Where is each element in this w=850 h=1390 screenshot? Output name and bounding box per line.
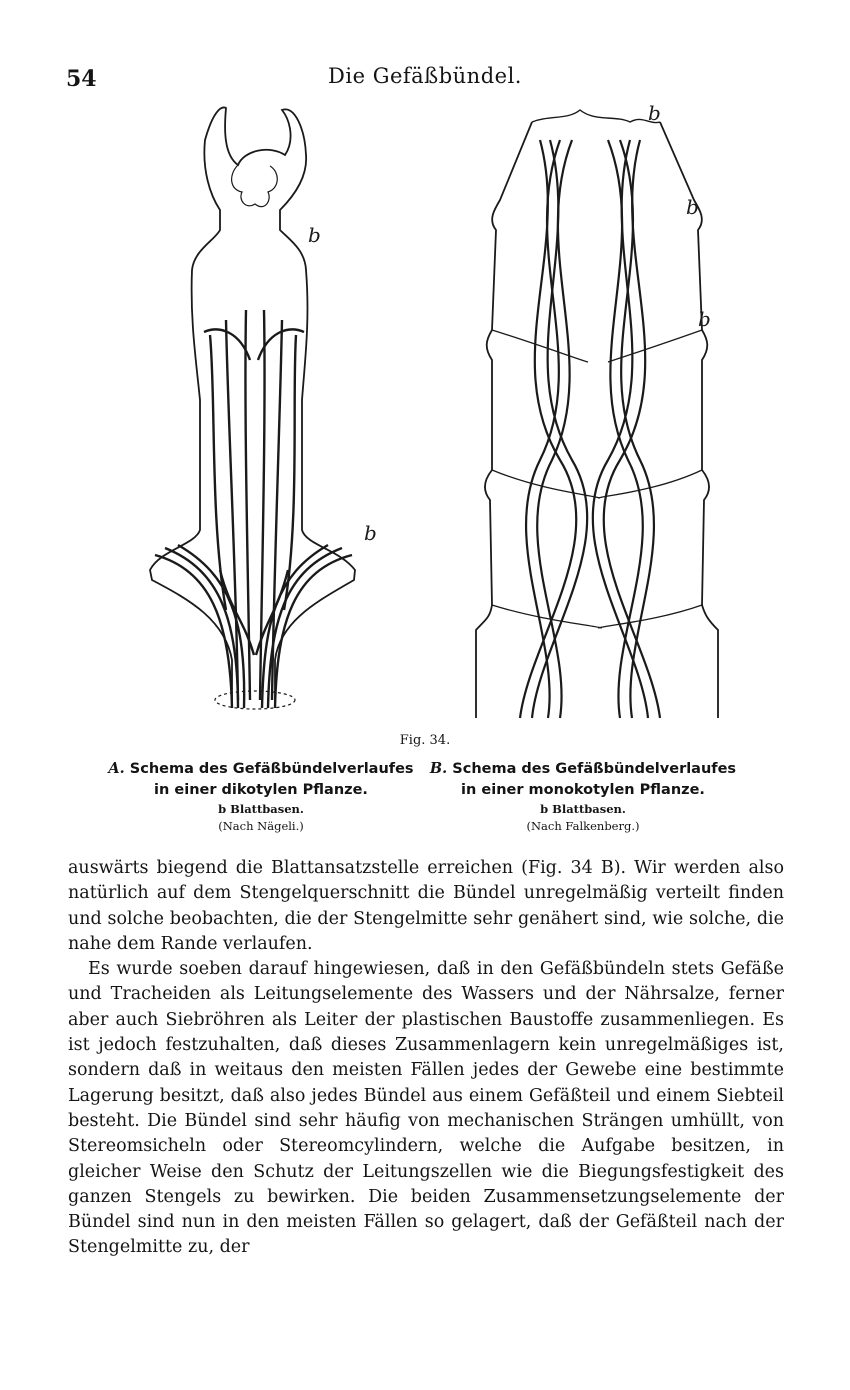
marker-a-upper: b (308, 223, 321, 247)
figure-markers (308, 101, 711, 545)
apex-bud (232, 165, 278, 207)
caption-b-letter: B. (429, 760, 448, 777)
caption-a-title-line2: in einer dikotylen Pflanze. (154, 782, 368, 798)
marker-b-top: b (648, 101, 661, 125)
marker-b-lower: b (698, 307, 711, 331)
paragraph-1: auswärts biegend die Blattansatzstelle erreichen (Fig. 34 B). Wir werden also natürlich auf dem Stengelquerschnitt die Bündel unregelmäßig verteilt finden und solche beobachten, die der Stengelmitte sehr genähert sind, wie solche, die nahe dem Rande verlaufen. (68, 858, 784, 954)
paragraph-2: Es wurde soeben darauf hingewiesen, daß in den Gefäßbündeln stets Gefäße und Tracheiden als Leitungselemente des Wassers und der Nährsalze, ferner aber auch Siebröhren als Leiter der plastischen Baustoffe zusammenliegen. Es ist jedoch festzuhalten, daß dieses Zusammenlagern kein unregelmäßiges ist, sondern daß in weitaus den meisten Fällen jedes der Gewebe eine bestimmte Lagerung besitzt, daß also jedes Bündel aus einem Gefäßteil und einem Siebteil besteht. Die Bündel sind sehr häufig von mechanischen Strängen umhüllt, von Stereomsicheln oder Stereomcylindern, welche die Aufgabe besitzen, in gleicher Weise den Schutz der Leitungszellen wie die Biegungsfestigkeit des ganzen Stengels zu bewirken. Die beiden Zusammensetzungselemente der Bündel sind nun in den meisten Fällen so gelagert, daß der Gefäßteil nach der Stengelmitte zu, der (68, 959, 784, 1258)
caption-b-source: (Nach Falkenberg.) (526, 819, 640, 833)
caption-panel-b (418, 758, 748, 835)
panel-b-monocot-stem (476, 110, 718, 718)
caption-a-title-line1 (96, 758, 426, 780)
vascular-bundles-a (155, 310, 352, 708)
body-text (68, 856, 784, 1261)
caption-b-title-text: Schema des Gefäßbündelverlaufes (452, 761, 737, 777)
caption-a-source: (Nach Nägeli.) (218, 819, 304, 833)
figure-label: Fig. 34. (399, 733, 451, 748)
caption-a-letter: A. (108, 760, 125, 777)
stem-outline-b-left (476, 122, 532, 718)
stem-outline-a (150, 107, 355, 708)
running-head: Die Gefäßbündel. (328, 64, 522, 88)
caption-a-title-text: Schema des Gefäßbündelverlaufes (129, 761, 414, 777)
apex-b (532, 110, 660, 123)
marker-b-middle: b (686, 195, 699, 219)
page-number: 54 (66, 66, 97, 92)
caption-panel-a (96, 758, 426, 835)
caption-a-legend: b Blattbasen. (218, 802, 304, 816)
figure-illustration (120, 100, 760, 725)
caption-b-title-line2: in einer monokotylen Pflanze. (461, 782, 705, 798)
caption-b-title-line1 (418, 758, 748, 780)
marker-a-lower: b (364, 521, 377, 545)
caption-b-legend: b Blattbasen. (540, 802, 626, 816)
leaf-base-rings-b (492, 330, 702, 628)
panel-a-dicot-stem (150, 107, 355, 709)
stem-section-ellipse (215, 691, 295, 709)
vascular-bundles-b (520, 140, 660, 718)
figure-34 (120, 100, 760, 725)
